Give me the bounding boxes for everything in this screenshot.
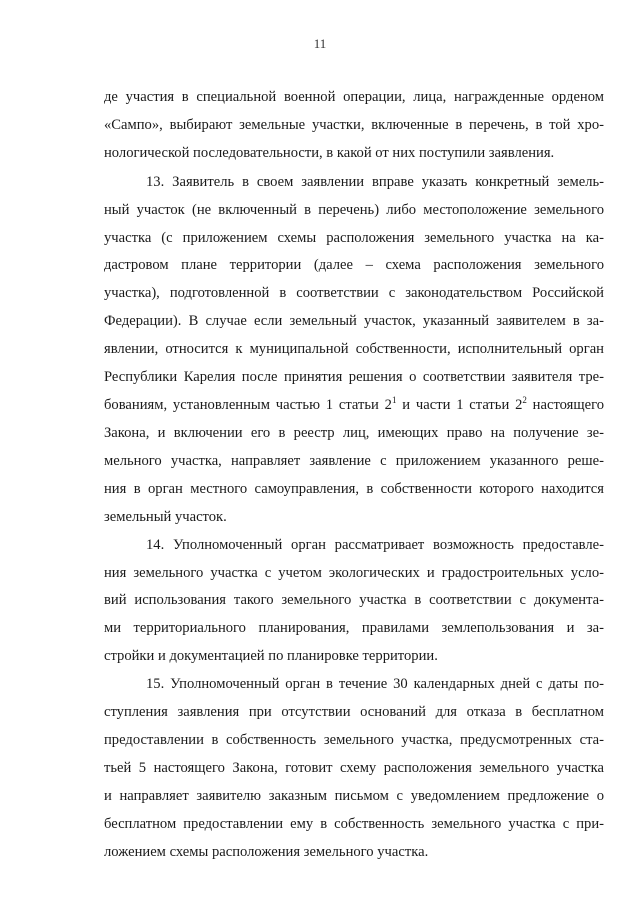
paragraph-13-line-8: Республики Карелия после принятия решения о соответствии заявителя тре- bbox=[104, 369, 604, 385]
paragraph-15-line-5: и направляет заявителю заказным письмом с уведомлением предложение о bbox=[104, 788, 604, 804]
paragraph-1-line-3: нологической последовательности, в какой от них поступили заявления. bbox=[104, 145, 555, 161]
page-number: 11 bbox=[313, 36, 327, 51]
paragraph-1-line-1: де участия в специальной военной операции, лица, награжденные орденом bbox=[104, 89, 604, 105]
paragraph-13-line-13: земельный участок. bbox=[104, 509, 227, 525]
paragraph-15-line-7: ложением схемы расположения земельного участка. bbox=[104, 844, 429, 860]
superscript-index: 2 bbox=[522, 395, 527, 405]
paragraph-13-line-6: Федерации). В случае если земельный участок, указанный заявителем в за- bbox=[104, 313, 604, 329]
paragraph-13-line-2: ный участок (не включенный в перечень) либо местоположение земельного bbox=[104, 202, 604, 218]
paragraph-14-line-4: ми территориального планирования, правилами землепользования и за- bbox=[104, 620, 604, 636]
paragraph-15-line-1: 15. Уполномоченный орган в течение 30 календарных дней с даты по- bbox=[146, 676, 604, 692]
paragraph-15-line-4: тьей 5 настоящего Закона, готовит схему расположения земельного участка bbox=[104, 760, 604, 776]
superscript-index: 1 bbox=[391, 395, 397, 405]
paragraph-13-line-9: бованиям, установленным частью 1 статьи $2^1$ и части 1 статьи $2^2$ настоящего bbox=[104, 395, 604, 413]
paragraph-15-line-3: предоставлении в собственность земельного участка, предусмотренных ста- bbox=[104, 732, 604, 748]
paragraph-13-line-11: мельного участка, направляет заявление с приложением указанного реше- bbox=[104, 453, 604, 469]
paragraph-15-line-6: бесплатном предоставлении ему в собственность земельного участка с при- bbox=[104, 816, 604, 832]
paragraph-13-line-10: Закона, и включении его в реестр лиц, имеющих право на получение зе- bbox=[104, 425, 604, 441]
paragraph-14-line-2: ния земельного участка с учетом экологических и градостроительных усло- bbox=[104, 565, 604, 581]
paragraph-13-line-3: участка (с приложением схемы расположения земельного участка на ка- bbox=[104, 230, 604, 246]
paragraph-14-line-5: стройки и документацией по планировке территории. bbox=[104, 648, 438, 664]
paragraph-13-line-5: участка), подготовленной в соответствии с законодательством Российской bbox=[104, 285, 604, 301]
paragraph-13-line-7: явлении, относится к муниципальной собственности, исполнительный орган bbox=[104, 341, 604, 357]
paragraph-1-line-2: «Сампо», выбирают земельные участки, включенные в перечень, в той хро- bbox=[104, 117, 604, 133]
paragraph-14-line-3: вий использования такого земельного участка в соответствии с документа- bbox=[104, 592, 604, 608]
paragraph-15-line-2: ступления заявления при отсутствии оснований для отказа в бесплатном bbox=[104, 704, 604, 720]
paragraph-14-line-1: 14. Уполномоченный орган рассматривает возможность предоставле- bbox=[146, 537, 604, 553]
paragraph-13-line-4: дастровом плане территории (далее – схема расположения земельного bbox=[104, 257, 604, 273]
paragraph-13-line-1: 13. Заявитель в своем заявлении вправе указать конкретный земель- bbox=[146, 174, 604, 190]
paragraph-13-line-12: ния в орган местного самоуправления, в собственности которого находится bbox=[104, 481, 604, 497]
